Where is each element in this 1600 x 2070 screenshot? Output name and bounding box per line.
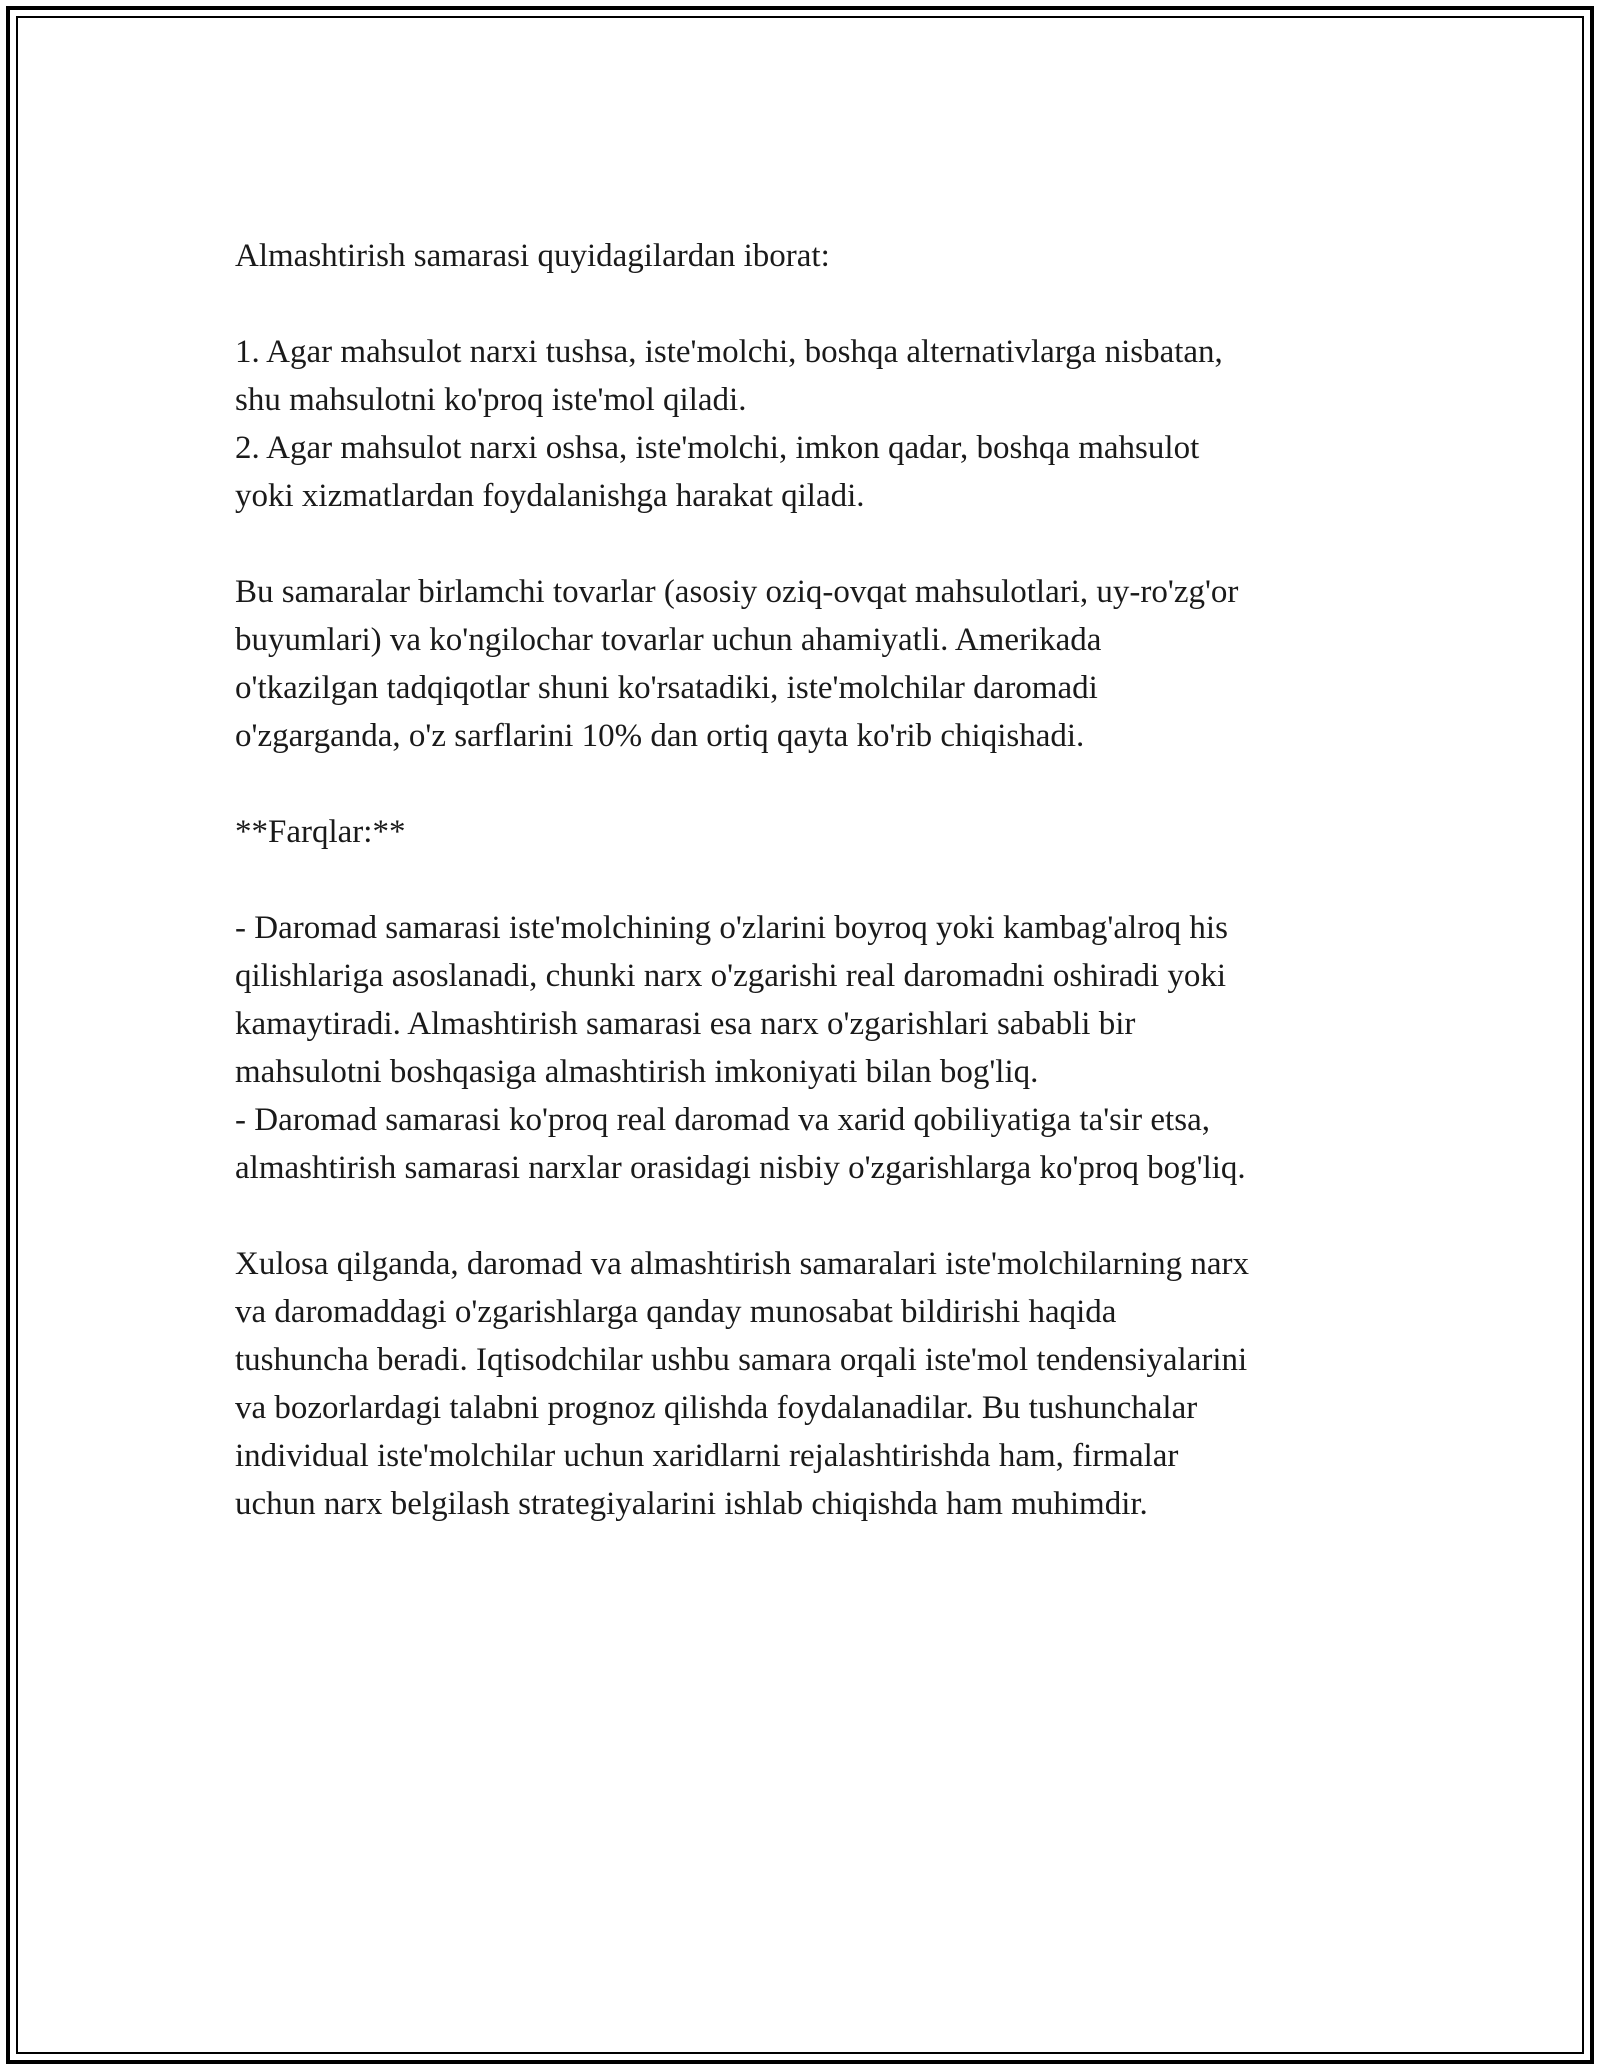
text-line: Bu samaralar birlamchi tovarlar (asosiy oziq-ovqat mahsulotlari, uy-ro'zg'or [235,574,1239,610]
text-line: yoki xizmatlardan foydalanishga harakat qiladi. [235,478,865,514]
text-line: o'zgarganda, o'z sarflarini 10% dan ortiq qayta ko'rib chiqishadi. [235,718,1085,754]
paragraph-spacer [235,1192,1365,1240]
text-line: - Daromad samarasi ko'proq real daromad va xarid qobiliyatiga ta'sir etsa, [235,1102,1210,1138]
paragraph-spacer [235,760,1365,808]
text-line: 2. Agar mahsulot narxi oshsa, iste'molchi, imkon qadar, boshqa mahsulot [235,430,1200,466]
text-line: almashtirish samarasi narxlar orasidagi nisbiy o'zgarishlarga ko'proq bog'liq. [235,1150,1246,1186]
differences-heading [235,808,1365,856]
text-line: qilishlariga asoslanadi, chunki narx o'zgarishi real daromadni oshiradi yoki [235,958,1227,994]
text-line: individual iste'molchilar uchun xaridlarni rejalashtirishda ham, firmalar [235,1438,1179,1474]
document-body [235,232,1365,1528]
text-line: mahsulotni boshqasiga almashtirish imkoniyati bilan bog'liq. [235,1054,1039,1090]
paragraph-spacer [235,520,1365,568]
list-item [235,904,1365,1096]
text-line: shu mahsulotni ko'proq iste'mol qiladi. [235,382,747,418]
conclusion-paragraph [235,1240,1365,1528]
text-line: **Farqlar:** [235,814,406,850]
text-line: - Daromad samarasi iste'molchining o'zlarini boyroq yoki kambag'alroq his [235,910,1228,946]
numbered-list [235,328,1365,520]
list-item [235,424,1365,520]
text-line: uchun narx belgilash strategiyalarini ishlab chiqishda ham muhimdir. [235,1486,1148,1522]
effects-paragraph [235,568,1365,760]
paragraph-spacer [235,280,1365,328]
intro-paragraph [235,232,1365,280]
text-line: 1. Agar mahsulot narxi tushsa, iste'molchi, boshqa alternativlarga nisbatan, [235,334,1223,370]
text-line: va daromaddagi o'zgarishlarga qanday munosabat bildirishi haqida [235,1294,1117,1330]
text-line: kamaytiradi. Almashtirish samarasi esa narx o'zgarishlari sababli bir [235,1006,1136,1042]
text-line: Xulosa qilganda, daromad va almashtirish samaralari iste'molchilarning narx [235,1246,1249,1282]
text-line: Almashtirish samarasi quyidagilardan iborat: [235,238,830,274]
paragraph-spacer [235,856,1365,904]
text-line: o'tkazilgan tadqiqotlar shuni ko'rsatadiki, iste'molchilar daromadi [235,670,1098,706]
text-line: va bozorlardagi talabni prognoz qilishda foydalanadilar. Bu tushunchalar [235,1390,1198,1426]
text-line: tushuncha beradi. Iqtisodchilar ushbu samara orqali iste'mol tendensiyalarini [235,1342,1248,1378]
list-item [235,328,1365,424]
differences-list [235,904,1365,1192]
text-line: buyumlari) va ko'ngilochar tovarlar uchun ahamiyatli. Amerikada [235,622,1102,658]
list-item [235,1096,1365,1192]
